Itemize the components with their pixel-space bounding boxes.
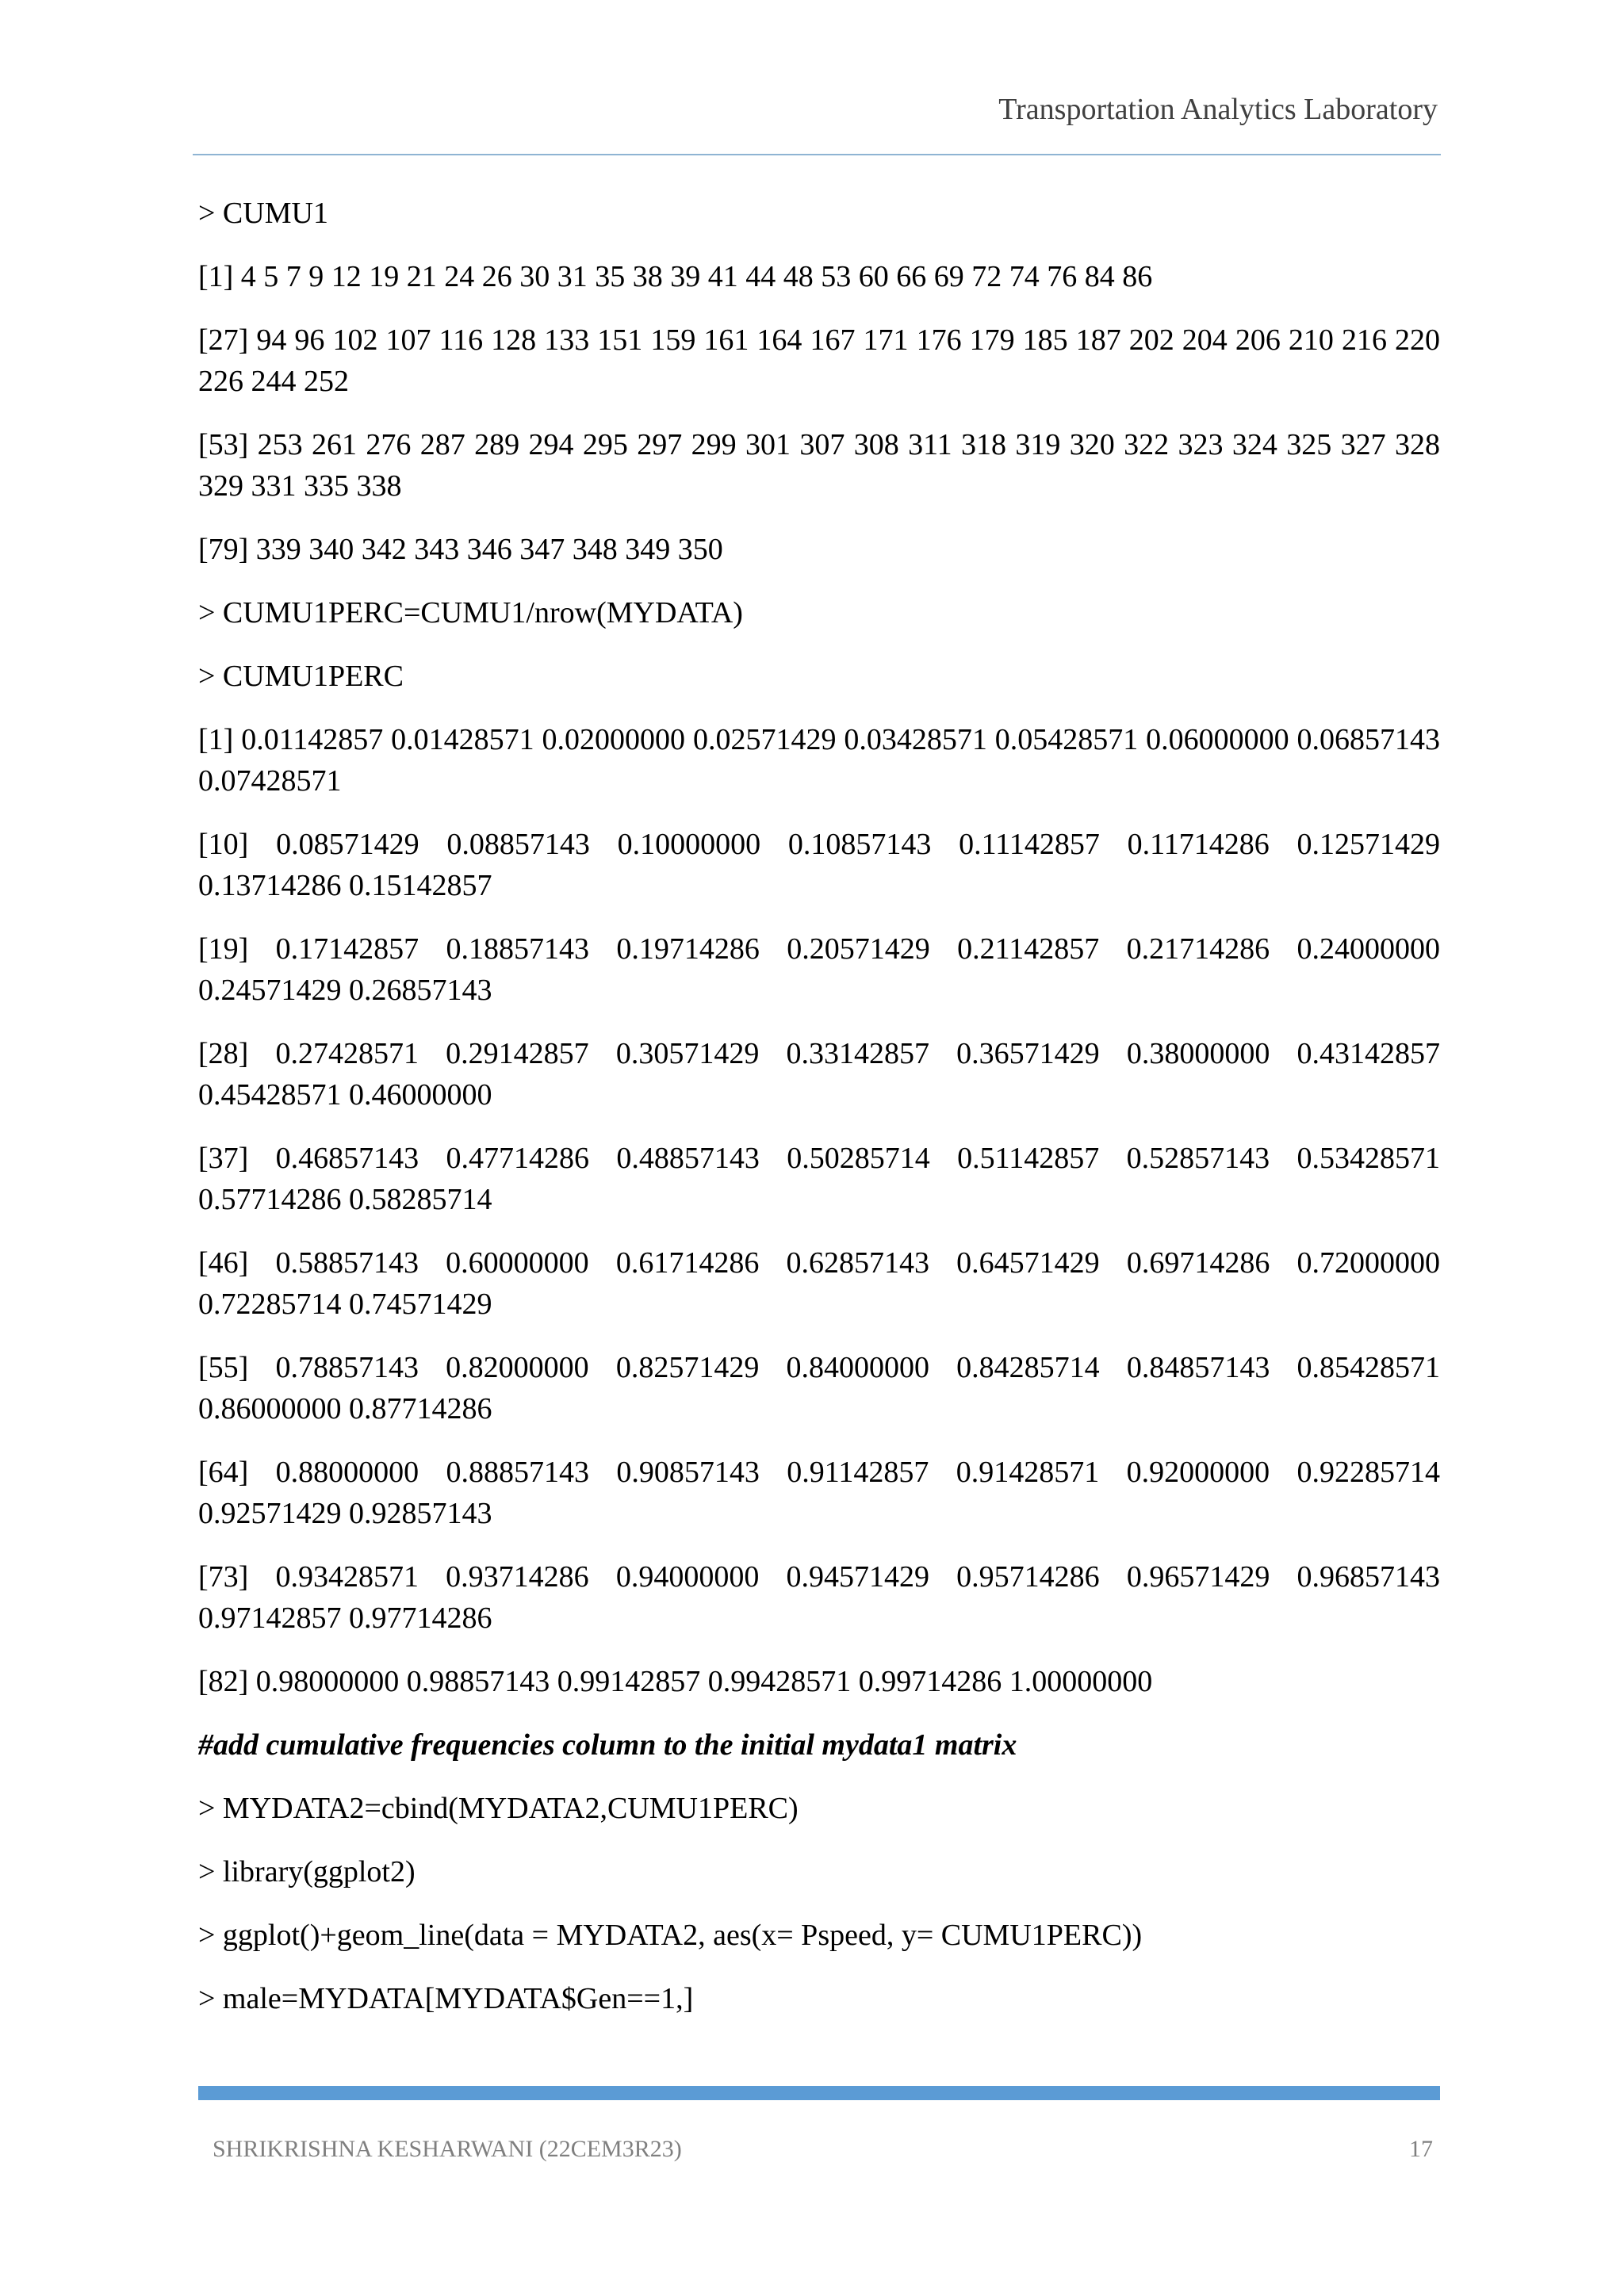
console-line: [10] 0.08571429 0.08857143 0.10000000 0.10857143 0.11142857 0.11714286 0.12571429 0.13714286 0.15142857 xyxy=(198,828,1440,902)
footer-author: SHRIKRISHNA KESHARWANI (22CEM3R23) xyxy=(213,2136,682,2162)
console-line: [64] 0.88000000 0.88857143 0.90857143 0.91142857 0.91428571 0.92000000 0.92285714 0.92571429 0.92857143 xyxy=(198,1456,1440,1530)
console-line: [28] 0.27428571 0.29142857 0.30571429 0.33142857 0.36571429 0.38000000 0.43142857 0.45428571 0.46000000 xyxy=(198,1037,1440,1112)
console-line: > MYDATA2=cbind(MYDATA2,CUMU1PERC) xyxy=(198,1792,799,1825)
console-line: [19] 0.17142857 0.18857143 0.19714286 0.20571429 0.21142857 0.21714286 0.24000000 0.24571429 0.26857143 xyxy=(198,932,1440,1007)
console-line: > ggplot()+geom_line(data = MYDATA2, aes(x= Pspeed, y= CUMU1PERC)) xyxy=(198,1919,1143,1952)
console-line: [53] 253 261 276 287 289 294 295 297 299 301 307 308 311 318 319 320 322 323 324 325 327 328 329 331 335 338 xyxy=(198,428,1440,503)
header-title: Transportation Analytics Laboratory xyxy=(998,93,1438,126)
console-line: [55] 0.78857143 0.82000000 0.82571429 0.84000000 0.84285714 0.84857143 0.85428571 0.86000000 0.87714286 xyxy=(198,1351,1440,1425)
console-line: [82] 0.98000000 0.98857143 0.99142857 0.99428571 0.99714286 1.00000000 xyxy=(198,1665,1153,1698)
page-header xyxy=(193,89,1441,155)
footer-bar xyxy=(198,2086,1440,2100)
console-line: > library(ggplot2) xyxy=(198,1855,416,1888)
page-number: 17 xyxy=(1409,2136,1433,2162)
console-line: [79] 339 340 342 343 346 347 348 349 350 xyxy=(198,533,723,566)
console-line: > male=MYDATA[MYDATA$Gen==1,] xyxy=(198,1982,694,2015)
console-line: [27] 94 96 102 107 116 128 133 151 159 161 164 167 171 176 179 185 187 202 204 206 210 216 220 226 244 252 xyxy=(198,323,1440,398)
console-line: [1] 4 5 7 9 12 19 21 24 26 30 31 35 38 39 41 44 48 53 60 66 69 72 74 76 84 86 xyxy=(198,260,1153,293)
console-line: > CUMU1PERC xyxy=(198,660,404,693)
console-line: > CUMU1 xyxy=(198,197,328,230)
document-body xyxy=(198,193,1440,2042)
console-line: [1] 0.01142857 0.01428571 0.02000000 0.02571429 0.03428571 0.05428571 0.06000000 0.06857143 0.07428571 xyxy=(198,723,1440,798)
console-line: [37] 0.46857143 0.47714286 0.48857143 0.50285714 0.51142857 0.52857143 0.53428571 0.57714286 0.58285714 xyxy=(198,1142,1440,1216)
console-line: [46] 0.58857143 0.60000000 0.61714286 0.62857143 0.64571429 0.69714286 0.72000000 0.72285714 0.74571429 xyxy=(198,1246,1440,1321)
console-line: > CUMU1PERC=CUMU1/nrow(MYDATA) xyxy=(198,596,743,629)
code-comment: #add cumulative frequencies column to the initial mydata1 matrix xyxy=(198,1728,1017,1762)
console-line: [73] 0.93428571 0.93714286 0.94000000 0.94571429 0.95714286 0.96571429 0.96857143 0.97142857 0.97714286 xyxy=(198,1560,1440,1635)
